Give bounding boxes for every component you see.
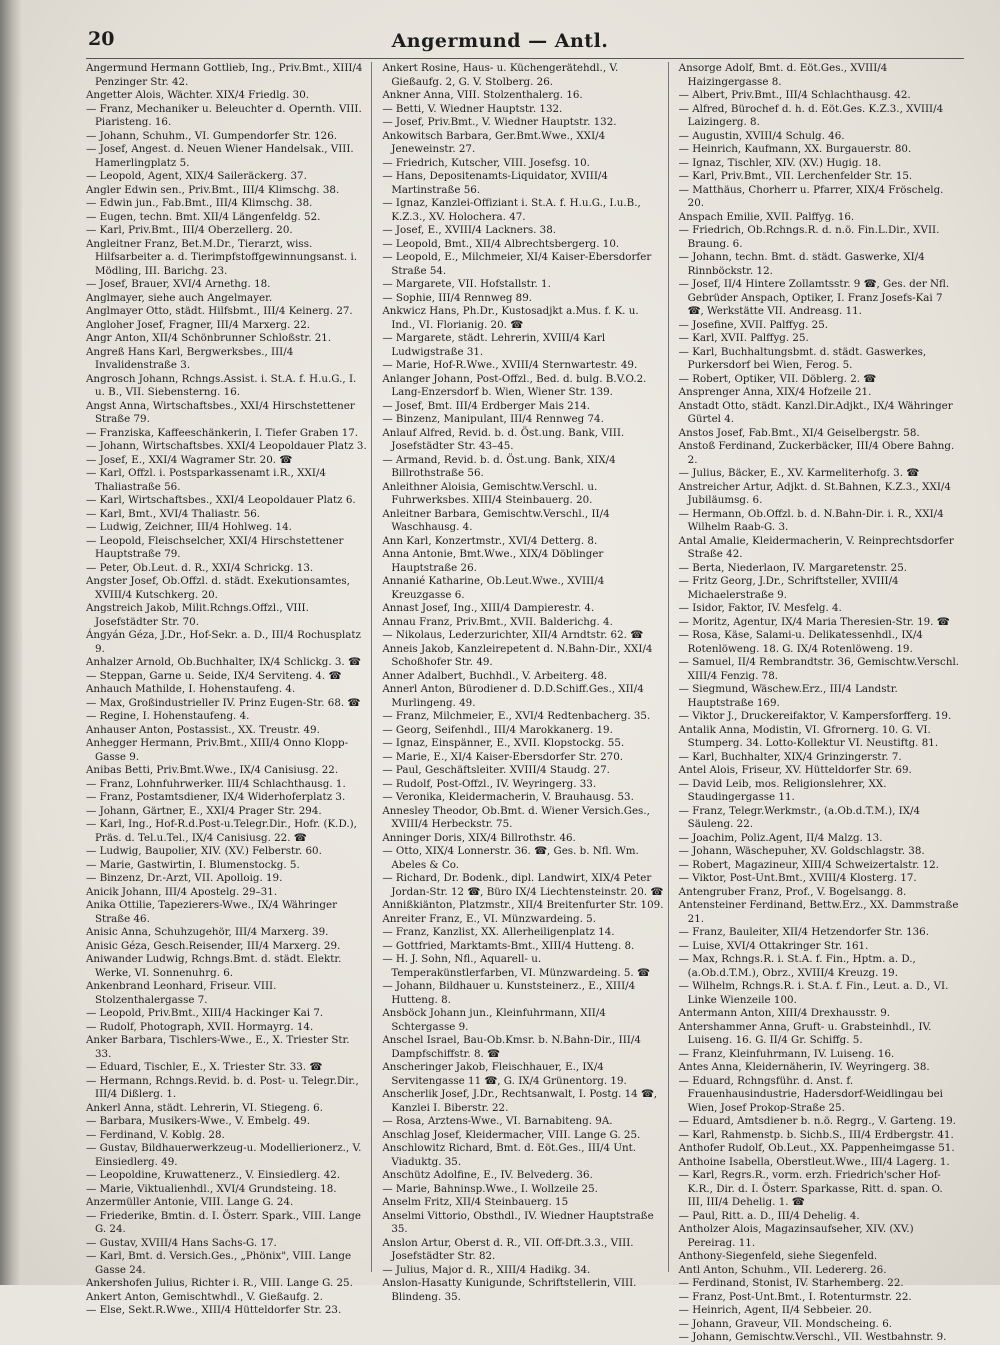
directory-entry: Ankenbrand Leonhard, Friseur. VIII. Stolzenthalergasse 7. [86,980,277,1006]
directory-entry: — Ludwig, Zeichner, III/4 Hohlweg. 14. [86,521,292,533]
directory-entry: — Richard, Dr. Bodenk., dipl. Landwirt, XIX/4 Peter Jordan-Str. 12 ☎, Büro IX/4 Liechtensteinstr. 20. ☎ [382,872,664,898]
directory-entry: — Josef, Brauer, XVI/4 Arnethg. 18. [86,278,271,290]
directory-entry: Angreß Hans Karl, Bergwerksbes., III/4 Invalidenstraße 3. [86,345,294,371]
directory-entry: — Eduard, Rchngsführ. d. Anst. f. Frauenhausindustrie, Hadersdorf-Weidlingau bei Wien, Josef Prokop-Straße 25. [678,1074,943,1114]
directory-entry: — Nikolaus, Lederzurichter, XII/4 Arndtstr. 62. ☎ [382,629,644,641]
directory-entry: Angster Josef, Ob.Offzl. d. städt. Exekutionsamtes, XVIII/4 Kutschkerg. 20. [86,575,350,601]
directory-entry: Aniwander Ludwig, Rchngs.Bmt. d. städt. Elektr. Werke, VI. Sonnenuhrg. 6. [86,953,342,979]
directory-entry: — Edwin jun., Fab.Bmt., III/4 Klimschg. 38. [86,197,313,209]
directory-entry: — Eugen, techn. Bmt. XII/4 Längenfeldg. 52. [86,210,321,223]
directory-entry: — Karl, Offzl. i. Postsparkassenamt i.R., XXI/4 Thaliastraße 56. [86,467,326,493]
directory-entry: — Leopold, Agent, XIX/4 Saileräckerg. 37. [86,170,307,182]
directory-entry: Anleithner Aloisia, Gemischtw.Verschl. u. Fuhrwerksbes. XIII/4 Steinbauerg. 20. [382,480,598,506]
directory-entry: Anlanger Johann, Post-Offzl., Bed. d. bulg. B.V.O.2. Lang-Enzersdorf b. Wien, Wiener Str. 139. [382,372,647,398]
directory-entry: — Karl, Buchhalter, XIX/4 Grinzingerstr. 7. [678,750,902,763]
directory-entry: — Franz, Milchmeier, E., XVI/4 Redtenbacherg. 35. [382,710,651,722]
directory-entry: — Johann, techn. Bmt. d. städt. Gaswerke, XI/4 Rinnböckstr. 12. [678,251,925,277]
directory-entry: Anthofer Rudolf, Ob.Leut., XX. Pappenheimgasse 51. [678,1142,955,1154]
directory-entry: Ankowitsch Barbara, Ger.Bmt.Wwe., XXI/4 Jeneweinstr. 27. [382,129,606,155]
directory-entry: Antensteiner Ferdinand, Bettw.Erz., XX. Dammstraße 21. [678,899,959,925]
directory-entry: Angetter Alois, Wächter. XIX/4 Friedlg. 30. [86,89,310,101]
directory-entry: Anlauf Alfred, Revid. b. d. Öst.ung. Bank, VIII. Josefstädter Str. 43–45. [382,426,625,452]
directory-entry: Antershammer Anna, Gruft- u. Grabsteinhdl., IV. Luiseng. 16. G. II/4 Gr. Schiffg. 5. [678,1020,932,1046]
directory-entry: — Leopold, E., Milchmeier, XI/4 Kaiser-Ebersdorfer Straße 54. [382,251,652,277]
directory-entry: — Karl, Ing., Hof-R.d.Post-u.Telegr.Dir., Hofr. (K.D.), Präs. d. Tel.u.Tel., IX/4 Canisiusg. 22. ☎ [86,818,357,844]
directory-entry: Anneis Jakob, Kanzleirepetent d. N.Bahn-Dir., XXI/4 Schoßhofer Str. 49. [382,642,653,668]
book-binding-edge [0,0,22,1285]
directory-entry: — Margarete, städt. Lehrerin, XVIII/4 Karl Ludwigstraße 31. [382,332,606,358]
directory-entry: — Karl, Wirtschaftsbes., XXI/4 Leopoldauer Platz 6. [86,494,356,506]
directory-entry: Anselmi Vittorio, Obsthdl., IV. Wiedner Hauptstraße 35. [382,1209,654,1235]
directory-entry: — Robert, Magazineur, XIII/4 Schweizertalstr. 12. [678,858,939,871]
column-middle [382,62,668,1303]
directory-entry: Anstoß Ferdinand, Zuckerbäcker, III/4 Obere Bahng. 2. [678,440,955,466]
directory-entry: — Leopold, Fleischselcher, XXI/4 Hirschstettener Hauptstraße 79. [86,534,344,560]
directory-entry: Anglmayer Otto, städt. Hilfsbmt., III/4 Keinerg. 27. [86,305,353,317]
directory-entry: Angst Anna, Wirtschaftsbes., XXI/4 Hirschstettener Straße 79. [86,399,355,425]
directory-entry: — Heinrich, Agent, II/4 Sebbeier. 20. [678,1304,872,1316]
column-left [86,62,372,1316]
directory-entry: Ankershofen Julius, Richter i. R., VIII. Lange G. 25. [86,1277,353,1289]
directory-entry: — Veronika, Kleidermacherin, V. Brauhausg. 53. [382,791,634,803]
directory-entry: Angrosch Johann, Rchngs.Assist. i. St.A. f. H.u.G., I. u. B., VII. Siebensterng. 16. [86,372,357,398]
directory-entry: Angleitner Franz, Bet.M.Dr., Tierarzt, wiss. Hilfsarbeiter a. d. Tierimpfstoffgewinnungsanst. i. Mödling, III. Barichg. 23. [86,237,358,277]
directory-entry: — Franz, Kanzlist, XX. Allerheiligenplatz 14. [382,926,615,938]
directory-entry: — Josef, II/4 Hintere Zollamtsstr. 9 ☎, Ges. der Nfl. Gebrüder Anspach, Optiker, I. Franz Josefs-Kai 7 ☎, Werkstätte VII. Andreasg. 11. [678,278,950,317]
directory-entry: — Barbara, Musikers-Wwe., V. Embelg. 49. [86,1115,311,1127]
directory-entry: Annißkiänton, Platzmstr., XII/4 Breitenfurter Str. 109. [382,899,664,911]
directory-entry: Antes Anna, Kleidernäherin, IV. Weyringerg. 38. [678,1061,930,1073]
directory-entry: — Franz, Telegr.Werkmstr., (a.Ob.d.T.M.), IX/4 Säuleng. 22. [678,804,921,830]
directory-entry: — Karl, Buchhaltungsbmt. d. städt. Gaswerkes, Purkersdorf bei Wien, Ferog. 5. [678,345,927,371]
directory-entry: — Max, Großindustrieller IV. Prinz Eugen-Str. 68. ☎ [86,696,361,709]
directory-entry: Anhalzer Arnold, Ob.Buchhalter, IX/4 Schlickg. 3. ☎ [86,656,361,668]
directory-entry: — Marie, E., XI/4 Kaiser-Ebersdorfer Str. 270. [382,750,624,763]
directory-entry: Anschlag Josef, Kleidermacher, VIII. Lange G. 25. [382,1128,641,1141]
directory-entry: — Leopoldine, Kruwattenerz., V. Einsiedlerg. 42. [86,1169,341,1181]
directory-entry: Anstos Josef, Fab.Bmt., XI/4 Geiselbergstr. 58. [678,426,920,439]
directory-entry: Antal Amalie, Kleidermacherin, V. Reinprechtsdorfer Straße 42. [678,534,954,560]
directory-entry: Ankert Anton, Gemischtwhdl., V. Gießaufg. 2. [86,1290,323,1303]
directory-entry: — Binzenz, Dr.-Arzt, VII. Apolloig. 19. [86,872,283,884]
directory-entry: — Johann, Schuhm., VI. Gumpendorfer Str. 126. [86,129,338,142]
directory-entry: — Karl, Rahmenstp. b. Sichb.S., III/4 Erdbergstr. 41. [678,1128,954,1141]
directory-entry: Anthoine Isabella, Oberstleut.Wwe., III/4 Lagerg. 1. [678,1155,950,1168]
directory-entry: — Paul, Geschäftsleiter. XVIII/4 Staudg. 27. [382,764,610,776]
directory-entry: Ansprenger Anna, XIX/4 Hofzeile 21. [678,386,872,398]
directory-entry: — Karl, Priv.Bmt., III/4 Oberzellerg. 20. [86,224,293,236]
directory-entry: — Albert, Priv.Bmt., III/4 Schlachthausg. 42. [678,89,911,101]
directory-entry: Anisic Anna, Schuhzugehör, III/4 Marxerg. 39. [86,926,329,938]
directory-entry: — Karl, Priv.Bmt., VII. Lerchenfelder Str. 15. [678,170,913,182]
directory-entry: Antel Alois, Friseur, XV. Hütteldorfer Str. 69. [678,764,912,776]
directory-entry: — Gustav, Bildhauerwerkzeug-u. Modellierionerz., V. Einsiedlerg. 49. [86,1142,362,1168]
directory-entry: — Franz, Lohnfuhrwerker. III/4 Schlachthausg. 1. [86,777,346,790]
directory-entry: — Josef, Priv.Bmt., V. Wiedner Hauptstr. 132. [382,116,617,128]
directory-entry: — Margarete, VII. Hofstallstr. 1. [382,278,551,290]
directory-entry: — Fritz Georg, J.Dr., Schriftsteller, XVIII/4 Michaelerstraße 9. [678,575,899,601]
directory-entry: — Karl, Bmt. d. Versich.Ges., „Phönix", VIII. Lange Gasse 24. [86,1250,352,1276]
directory-entry: Annast Josef, Ing., XIII/4 Dampierestr. 4. [382,602,595,614]
directory-entry: Antermann Anton, XIII/4 Drexhausstr. 9. [678,1007,891,1019]
directory-entry: — Rosa, Arztens-Wwe., VI. Barnabiteng. 9A. [382,1115,613,1127]
directory-entry: Anscherlik Josef, J.Dr., Rechtsanwalt, I. Postg. 14 ☎, Kanzlei I. Biberstr. 22. [382,1088,658,1114]
directory-entry: — Josef, E., XVIII/4 Lackners. 38. [382,224,557,236]
directory-entry: — Hermann, Ob.Offzl. b. d. N.Bahn-Dir. i. R., XXI/4 Wilhelm Raab-G. 3. [678,507,944,533]
directory-entry: Anreiter Franz, E., VI. Münzwardeing. 5. [382,912,597,925]
directory-entry: — Franz, Postamtsdiener, IX/4 Widerhoferplatz 3. [86,791,346,803]
directory-entry: Anhegger Hermann, Priv.Bmt., XIII/4 Onno Klopp-Gasse 9. [86,737,349,763]
directory-entry: — Sophie, III/4 Rennweg 89. [382,291,533,304]
directory-entry: Anzermüller Antonie, VIII. Lange G. 24. [86,1196,294,1208]
directory-entry: — Marie, Viktualienhdl., XVI/4 Grundsteing. 18. [86,1182,337,1195]
directory-entry: — Johann, Gärtner, E., XXI/4 Prager Str. 294. [86,804,322,817]
directory-entry: Anna Antonie, Bmt.Wwe., XIX/4 Döblinger Hauptstraße 26. [382,548,604,574]
directory-entry: — Josef, Bmt. III/4 Erdberger Mais 214. [382,399,591,412]
directory-entry: Anisic Géza, Gesch.Reisender, III/4 Marxerg. 29. [86,939,341,952]
directory-entry: Anker Barbara, Tischlers-Wwe., E., X. Triester Str. 33. [86,1034,350,1060]
directory-entry: Anscheringer Jakob, Fleischhauer, E., IX/4 Servitengasse 11 ☎, G. IX/4 Grünentorg. 19. [382,1061,627,1087]
directory-entry: — Johann, Bildhauer u. Kunststeinerz., E., XIII/4 Hutteng. 8. [382,980,636,1006]
directory-entry: — Viktor, Post-Unt.Bmt., XVIII/4 Klosterg. 17. [678,872,917,884]
directory-entry: — Friedrich, Ob.Rchngs.R. d. n.ö. Fin.L.Dir., XVII. Braung. 6. [678,224,940,250]
directory-entry: — Ludwig, Baupolier, XIV. (XV.) Felberstr. 60. [86,845,322,857]
directory-entry: — Karl, XVII. Palffyg. 25. [678,332,809,344]
directory-entry: — Friedrich, Kutscher, VIII. Josefsg. 10. [382,156,590,169]
directory-entry: Angr Anton, XII/4 Schönbrunner Schloßstr. 21. [86,332,332,344]
directory-entry: Ankwicz Hans, Ph.Dr., Kustosadjkt a.Mus. f. K. u. Ind., VI. Florianig. 20. ☎ [382,305,639,331]
directory-entry: — Eduard, Amtsdiener b. n.ö. Regrg., V. Garteng. 19. [678,1115,956,1127]
directory-entry: — Julius, Major d. R., XIII/4 Hadikg. 34. [382,1263,591,1276]
directory-entry: — Franz, Bauleiter, XII/4 Hetzendorfer Str. 136. [678,926,930,938]
directory-entry: Anika Ottilie, Tapezierers-Wwe., IX/4 Währinger Straße 46. [86,899,338,925]
directory-entry: Annesley Theodor, Ob.Bmt. d. Wiener Versich.Ges., XVIII/4 Herbeckstr. 75. [382,804,650,830]
directory-entry: Ann Karl, Konzertmstr., XVI/4 Detterg. 8. [382,534,598,547]
directory-entry: — Johann, Wirtschaftsbes. XXI/4 Leopoldauer Platz 3. [86,440,367,452]
directory-entry: — Matthäus, Chorherr u. Pfarrer, XIX/4 Fröschelg. 20. [678,183,944,209]
directory-entry: — Josef, E., XXI/4 Wagramer Str. 20. ☎ [86,453,293,466]
directory-entry: Anleitner Barbara, Gemischtw.Verschl., II/4 Waschhausg. 4. [382,507,610,533]
directory-entry: Anglmayer, siehe auch Angelmayer. [86,291,273,304]
directory-entry: — Johann, Gemischtw.Verschl., VII. Westbahnstr. 9. [678,1331,947,1343]
directory-entry: — Robert, Optiker, VII. Döblerg. 2. ☎ [678,372,877,385]
directory-entry: — Marie, Gastwirtin, I. Blumenstockg. 5. [86,858,300,871]
directory-entry: — Armand, Revid. b. d. Öst.ung. Bank, XIX/4 Billrothstraße 56. [382,453,616,479]
directory-entry: — Steppan, Garne u. Seide, IX/4 Serviteng. 4. ☎ [86,669,342,682]
directory-entry: — Friederike, Bmtin. d. I. Österr. Spark., VIII. Lange G. 24. [86,1209,361,1235]
directory-entry: Anhauch Mathilde, I. Hohenstaufeng. 4. [86,683,296,695]
directory-entry: — Joachim, Poliz.Agent, II/4 Malzg. 13. [678,831,883,844]
directory-entry: — Ignaz, Einspänner, E., XVII. Klopstockg. 55. [382,737,625,749]
directory-entry: Annerl Anton, Bürodiener d. D.D.Schiff.Ges., XII/4 Murlingeng. 49. [382,683,644,709]
directory-entry: — Marie, Bahninsp.Wwe., I. Wollzeile 25. [382,1182,598,1195]
directory-entry: — Samuel, II/4 Rembrandtstr. 36, Gemischtw.Verschl. XIII/4 Fenzig. 78. [678,656,960,682]
directory-entry: Ankert Rosine, Haus- u. Küchengerätehdl., V. Gießaufg. 2, G. V. Stolberg. 26. [382,62,619,88]
directory-entry: Anhauser Anton, Postassist., XX. Treustr. 49. [86,723,320,736]
directory-entry: — Karl, Bmt., XVI/4 Thaliastr. 56. [86,507,261,520]
directory-entry: Anibas Betti, Priv.Bmt.Wwe., IX/4 Canisiusg. 22. [86,764,339,776]
directory-entry: — Max, Rchngs.R. i. St.A. f. Fin., Hptm. a. D., (a.Ob.d.T.M.), Obrz., XVIII/4 Kreuzg. 19. [678,953,916,979]
directory-entry: — Rudolf, Photograph, XVII. Hormayrg. 14. [86,1020,314,1033]
directory-entry: Angler Edwin sen., Priv.Bmt., III/4 Klimschg. 38. [86,183,340,196]
directory-entry: Anschel Israel, Bau-Ob.Kmsr. b. N.Bahn-Dir., III/4 Dampfschiffstr. 8. ☎ [382,1034,641,1060]
entry-columns [86,62,964,1343]
directory-entry: Anicik Johann, III/4 Apostelg. 29–31. [86,885,278,898]
directory-entry: — Augustin, XVIII/4 Schulg. 46. [678,129,845,142]
directory-entry: — David Leib, mos. Religionslehrer, XX. Staudingergasse 11. [678,777,887,803]
directory-entry: Antholzer Alois, Magazinsaufseher, XIV. (XV.) Pereirag. 11. [678,1223,914,1249]
directory-entry: Anslon-Hasatty Kunigunde, Schriftstellerin, VIII. Blindeng. 35. [382,1277,637,1303]
directory-entry: — Leopold, Priv.Bmt., XIII/4 Hackinger Kai 7. [86,1007,324,1019]
directory-entry: Anslon Artur, Oberst d. R., VII. Off-Dft.3.3., VIII. Josefstädter Str. 82. [382,1236,634,1262]
directory-entry: Anselm Fritz, XII/4 Steinbauerg. 15 [382,1196,569,1208]
directory-entry: — Ignaz, Kanzlei-Offiziant i. St.A. f. H.u.G., I.u.B., K.Z.3., XV. Holochera. 47. [382,197,641,223]
directory-entry: — Else, Sekt.R.Wwe., XIII/4 Hütteldorfer Str. 23. [86,1304,342,1316]
directory-entry: — Viktor J., Druckereifaktor, V. Kampersforfferg. 19. [678,710,952,722]
directory-entry: Anner Adalbert, Buchhdl., V. Arbeiterg. 48. [382,669,608,682]
directory-entry: — Marie, Hof-R.Wwe., XVIII/4 Sternwartestr. 49. [382,359,638,371]
directory-entry: — Wilhelm, Rchngs.R. i. St.A. f. Fin., Leut. a. D., VI. Linke Wienzeile 100. [678,980,949,1006]
column-right [678,62,964,1343]
directory-entry: — Heinrich, Kaufmann, XX. Burgauerstr. 80. [678,143,912,155]
directory-entry: — Moritz, Agentur, IX/4 Maria Theresien-Str. 19. ☎ [678,615,950,628]
directory-entry: — Hermann, Rchngs.Revid. b. d. Post- u. Telegr.Dir., III/4 Dißlerg. 1. [86,1074,359,1100]
directory-entry: — Gustav, XVIII/4 Hans Sachs-G. 17. [86,1236,277,1249]
directory-entry: Angloher Josef, Fragner, III/4 Marxerg. 22. [86,318,311,331]
directory-entry: — Eduard, Tischler, E., X. Triester Str. 33. ☎ [86,1061,323,1073]
directory-entry: Anthony-Siegenfeld, siehe Siegenfeld. [678,1250,878,1262]
directory-entry: Ansböck Johann jun., Kleinfuhrmann, XII/4 Schtergasse 9. [382,1007,606,1033]
directory-entry: — Isidor, Faktor, IV. Mesfelg. 4. [678,602,842,614]
directory-entry: — Johann, Graveur, VII. Mondscheing. 6. [678,1317,893,1330]
directory-entry: — Franziska, Kaffeeschänkerin, I. Tiefer Graben 17. [86,426,359,439]
directory-entry: — Franz, Mechaniker u. Beleuchter d. Opernth. VIII. Piaristeng. 16. [86,102,362,128]
directory-entry: — Alfred, Bürochef d. h. d. Eöt.Ges. K.Z.3., XVIII/4 Laizingerg. 8. [678,102,944,128]
directory-entry: Ankerl Anna, städt. Lehrerin, VI. Stiegeng. 6. [86,1101,323,1114]
directory-entry: — Johann, Wäschepuher, XV. Goldschlagstr. 38. [678,845,925,857]
directory-entry: — Rosa, Käse, Salami-u. Delikatessenhdl., IX/4 Rotenlöweng. 18. G. IX/4 Rotenlöweng. 19. [678,629,923,655]
directory-entry: Anschlowitz Richard, Bmt. d. Eöt.Ges., III/4 Unt. Viaduktg. 35. [382,1142,637,1168]
directory-entry: — Karl, Regrs.R., vorm. erzh. Friedrich'scher Hof-K.R., Dir. d. I. Österr. Sparkasse, Ritt. d. span. O. III, III/4 Dehelig. 1. ☎ [678,1169,943,1208]
directory-entry: Anninger Doris, XIX/4 Billrothstr. 46. [382,831,576,844]
directory-entry: — Binzenz, Manipulant, III/4 Rennweg 74. [382,413,604,425]
directory-entry: Ángyán Géza, J.Dr., Hof-Sekr. a. D., III/4 Rochusplatz 9. [86,629,361,655]
directory-entry: — Josef, Angest. d. Neuen Wiener Handelsak., VIII. Hamerlingplatz 5. [86,143,354,169]
directory-entry: — Berta, Niederlaon, IV. Margaretenstr. 25. [678,561,908,574]
directory-entry: Angermund Hermann Gottlieb, Ing., Priv.Bmt., XIII/4 Penzinger Str. 42. [86,62,363,88]
directory-entry: Antengruber Franz, Prof., V. Bogelsangg. 8. [678,885,907,898]
directory-entry: Ankner Anna, VIII. Stolzenthalerg. 16. [382,89,583,101]
directory-entry: Ansorge Adolf, Bmt. d. Eöt.Ges., XVIII/4 Haizingergasse 8. [678,62,888,88]
directory-entry: — Luise, XVI/4 Ottakringer Str. 161. [678,939,869,952]
running-title: Angermund — Antl. [391,30,609,52]
page-number: 20 [88,28,115,50]
directory-entry: — Ferdinand, Stonist, IV. Starhemberg. 22. [678,1277,904,1289]
directory-entry: — Josefine, XVII. Palffyg. 25. [678,318,829,331]
directory-entry: — H. J. Sohn, Nfl., Aquarell- u. Temperakünstlerfarben, VI. Münzwardeing. 5. ☎ [382,953,650,979]
directory-entry: Angstreich Jakob, Milit.Rchngs.Offzl., VIII. Josefstädter Str. 70. [86,602,309,628]
directory-entry: — Regine, I. Hohenstaufeng. 4. [86,710,250,722]
directory-entry: Anstadt Otto, städt. Kanzl.Dir.Adjkt., IX/4 Währinger Gürtel 4. [678,399,953,425]
directory-entry: — Franz, Kleinfuhrmann, IV. Luiseng. 16. [678,1047,895,1060]
directory-entry: — Betti, V. Wiedner Hauptstr. 132. [382,102,563,115]
directory-entry: — Siegmund, Wäschew.Erz., III/4 Landstr. Hauptstraße 169. [678,683,898,709]
directory-entry: — Rudolf, Post-Offzl., IV. Weyringerg. 33. [382,777,597,790]
directory-entry: Anschütz Adolfine, E., IV. Belvederg. 36. [382,1169,593,1181]
header-rule [86,58,964,59]
directory-entry: — Julius, Bäcker, E., XV. Karmeliterhofg. 3. ☎ [678,467,920,479]
directory-entry: Anspach Emilie, XVII. Palffyg. 16. [678,210,855,223]
directory-entry: — Paul, Ritt. a. D., III/4 Dehelig. 4. [678,1209,860,1222]
directory-entry: — Otto, XIX/4 Lonnerstr. 36. ☎, Ges. b. Nfl. Wm. Abeles & Co. [382,845,639,871]
directory-entry: — Ferdinand, V. Koblg. 28. [86,1128,225,1141]
directory-entry: Antalik Anna, Modistin, VI. Gfrornerg. 10. G. VI. Stumperg. 34. Lotto-Kollektur VI. Neustiftg. 81. [678,723,939,749]
directory-entry: Anstreicher Artur, Adjkt. d. St.Bahnen, K.Z.3., XXI/4 Jubiläumsg. 6. [678,480,951,506]
directory-entry: Annanié Katharine, Ob.Leut.Wwe., XVIII/4 Kreuzgasse 6. [382,575,605,601]
directory-entry: — Hans, Depositenamts-Liquidator, XVIII/4 Martinstraße 56. [382,170,608,196]
directory-entry: — Gottfried, Marktamts-Bmt., XIII/4 Hutteng. 8. [382,939,635,952]
directory-entry: — Peter, Ob.Leut. d. R., XXI/4 Schrickg. 13. [86,561,314,574]
directory-entry: — Leopold, Bmt., XII/4 Albrechtsbergerg. 10. [382,237,620,250]
directory-entry: Annau Franz, Priv.Bmt., XVII. Balderichg. 4. [382,615,613,628]
directory-entry: — Georg, Seifenhdl., III/4 Marokkanerg. 19. [382,723,613,736]
directory-entry: Antl Anton, Schuhm., VII. Ledererg. 26. [678,1263,887,1276]
directory-entry: — Ignaz, Tischler, XIV. (XV.) Hugig. 18. [678,156,882,169]
directory-entry: — Franz, Post-Unt.Bmt., I. Rotenturmstr. 22. [678,1290,912,1303]
